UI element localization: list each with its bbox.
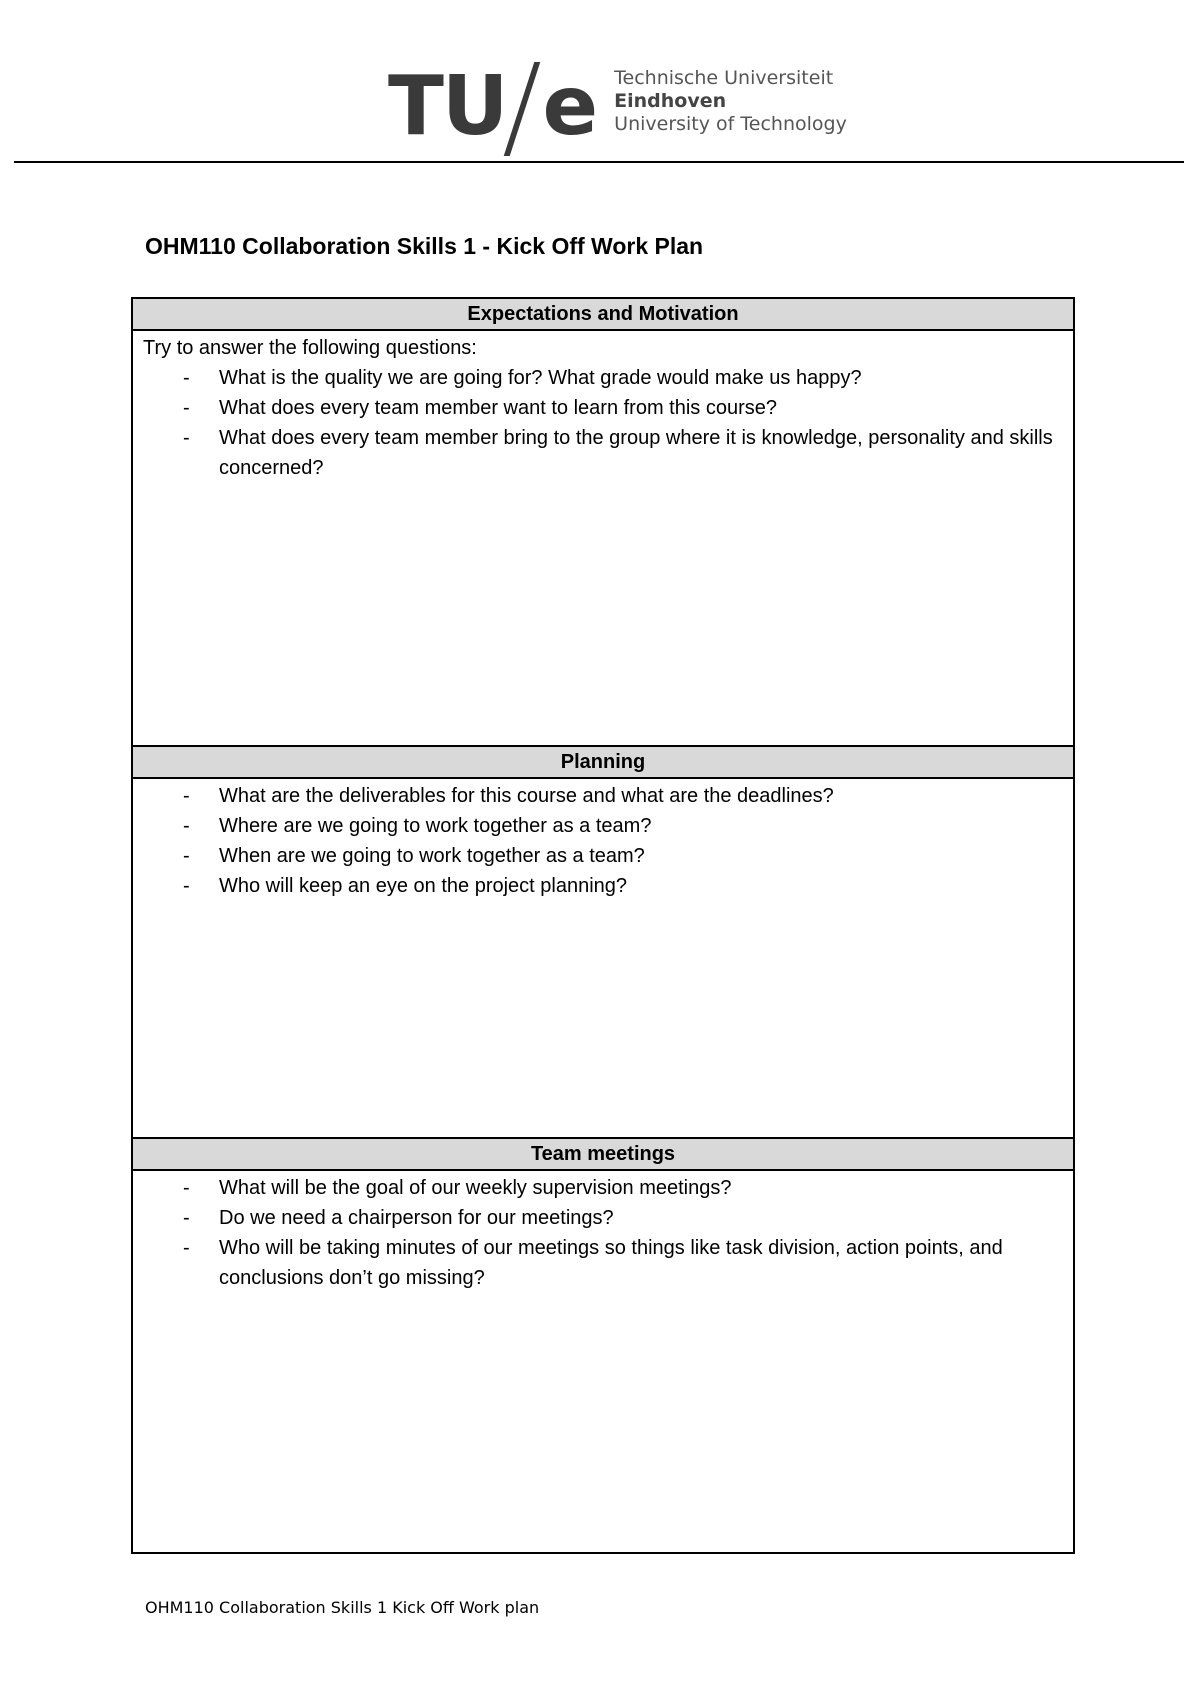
question-item: - Do we need a chairperson for our meetings? xyxy=(143,1203,1059,1233)
section-team-meetings xyxy=(133,1137,1073,1552)
logo-mark-e: e xyxy=(542,59,597,154)
tue-logo xyxy=(388,54,847,154)
page-footer: OHM110 Collaboration Skills 1 Kick Off Work plan xyxy=(145,1598,540,1617)
question-list xyxy=(143,1173,1059,1293)
question-item: - When are we going to work together as a team? xyxy=(143,841,1059,871)
answer-area-team-meetings[interactable] xyxy=(133,1171,1073,1552)
header-rule xyxy=(14,161,1184,163)
tue-logo-mark xyxy=(388,54,597,154)
logo-text xyxy=(614,67,847,136)
question-item: - Who will be taking minutes of our meetings so things like task division, action points, and conclusions don’t go missing? xyxy=(143,1233,1059,1293)
question-item: - What does every team member want to learn from this course? xyxy=(143,393,1059,423)
page-title: OHM110 Collaboration Skills 1 - Kick Off Work Plan xyxy=(145,233,704,259)
question-item: - What does every team member bring to the group where it is knowledge, personality and skills concerned? xyxy=(143,423,1059,483)
section-heading: Expectations and Motivation xyxy=(133,299,1073,331)
logo-line-2: Eindhoven xyxy=(614,89,727,112)
question-list xyxy=(143,781,1059,901)
question-item: - What will be the goal of our weekly supervision meetings? xyxy=(143,1173,1059,1203)
section-planning xyxy=(133,745,1073,1137)
logo-line-1: Technische Universiteit xyxy=(614,66,834,89)
section-heading: Team meetings xyxy=(133,1137,1073,1171)
section-expectations xyxy=(133,299,1073,745)
question-item: - What is the quality we are going for? What grade would make us happy? xyxy=(143,363,1059,393)
section-heading: Planning xyxy=(133,745,1073,779)
answer-area-planning[interactable] xyxy=(133,779,1073,1137)
question-item: - Who will keep an eye on the project planning? xyxy=(143,871,1059,901)
question-list xyxy=(143,363,1059,483)
question-item: - What are the deliverables for this course and what are the deadlines? xyxy=(143,781,1059,811)
logo-slash xyxy=(503,62,540,156)
section-intro: Try to answer the following questions: xyxy=(143,337,477,359)
question-item: - Where are we going to work together as a team? xyxy=(143,811,1059,841)
logo-mark-tu: TU xyxy=(388,59,507,154)
work-plan-form xyxy=(131,297,1075,1554)
logo-line-3: University of Technology xyxy=(614,112,847,135)
answer-area-expectations[interactable] xyxy=(133,331,1073,745)
